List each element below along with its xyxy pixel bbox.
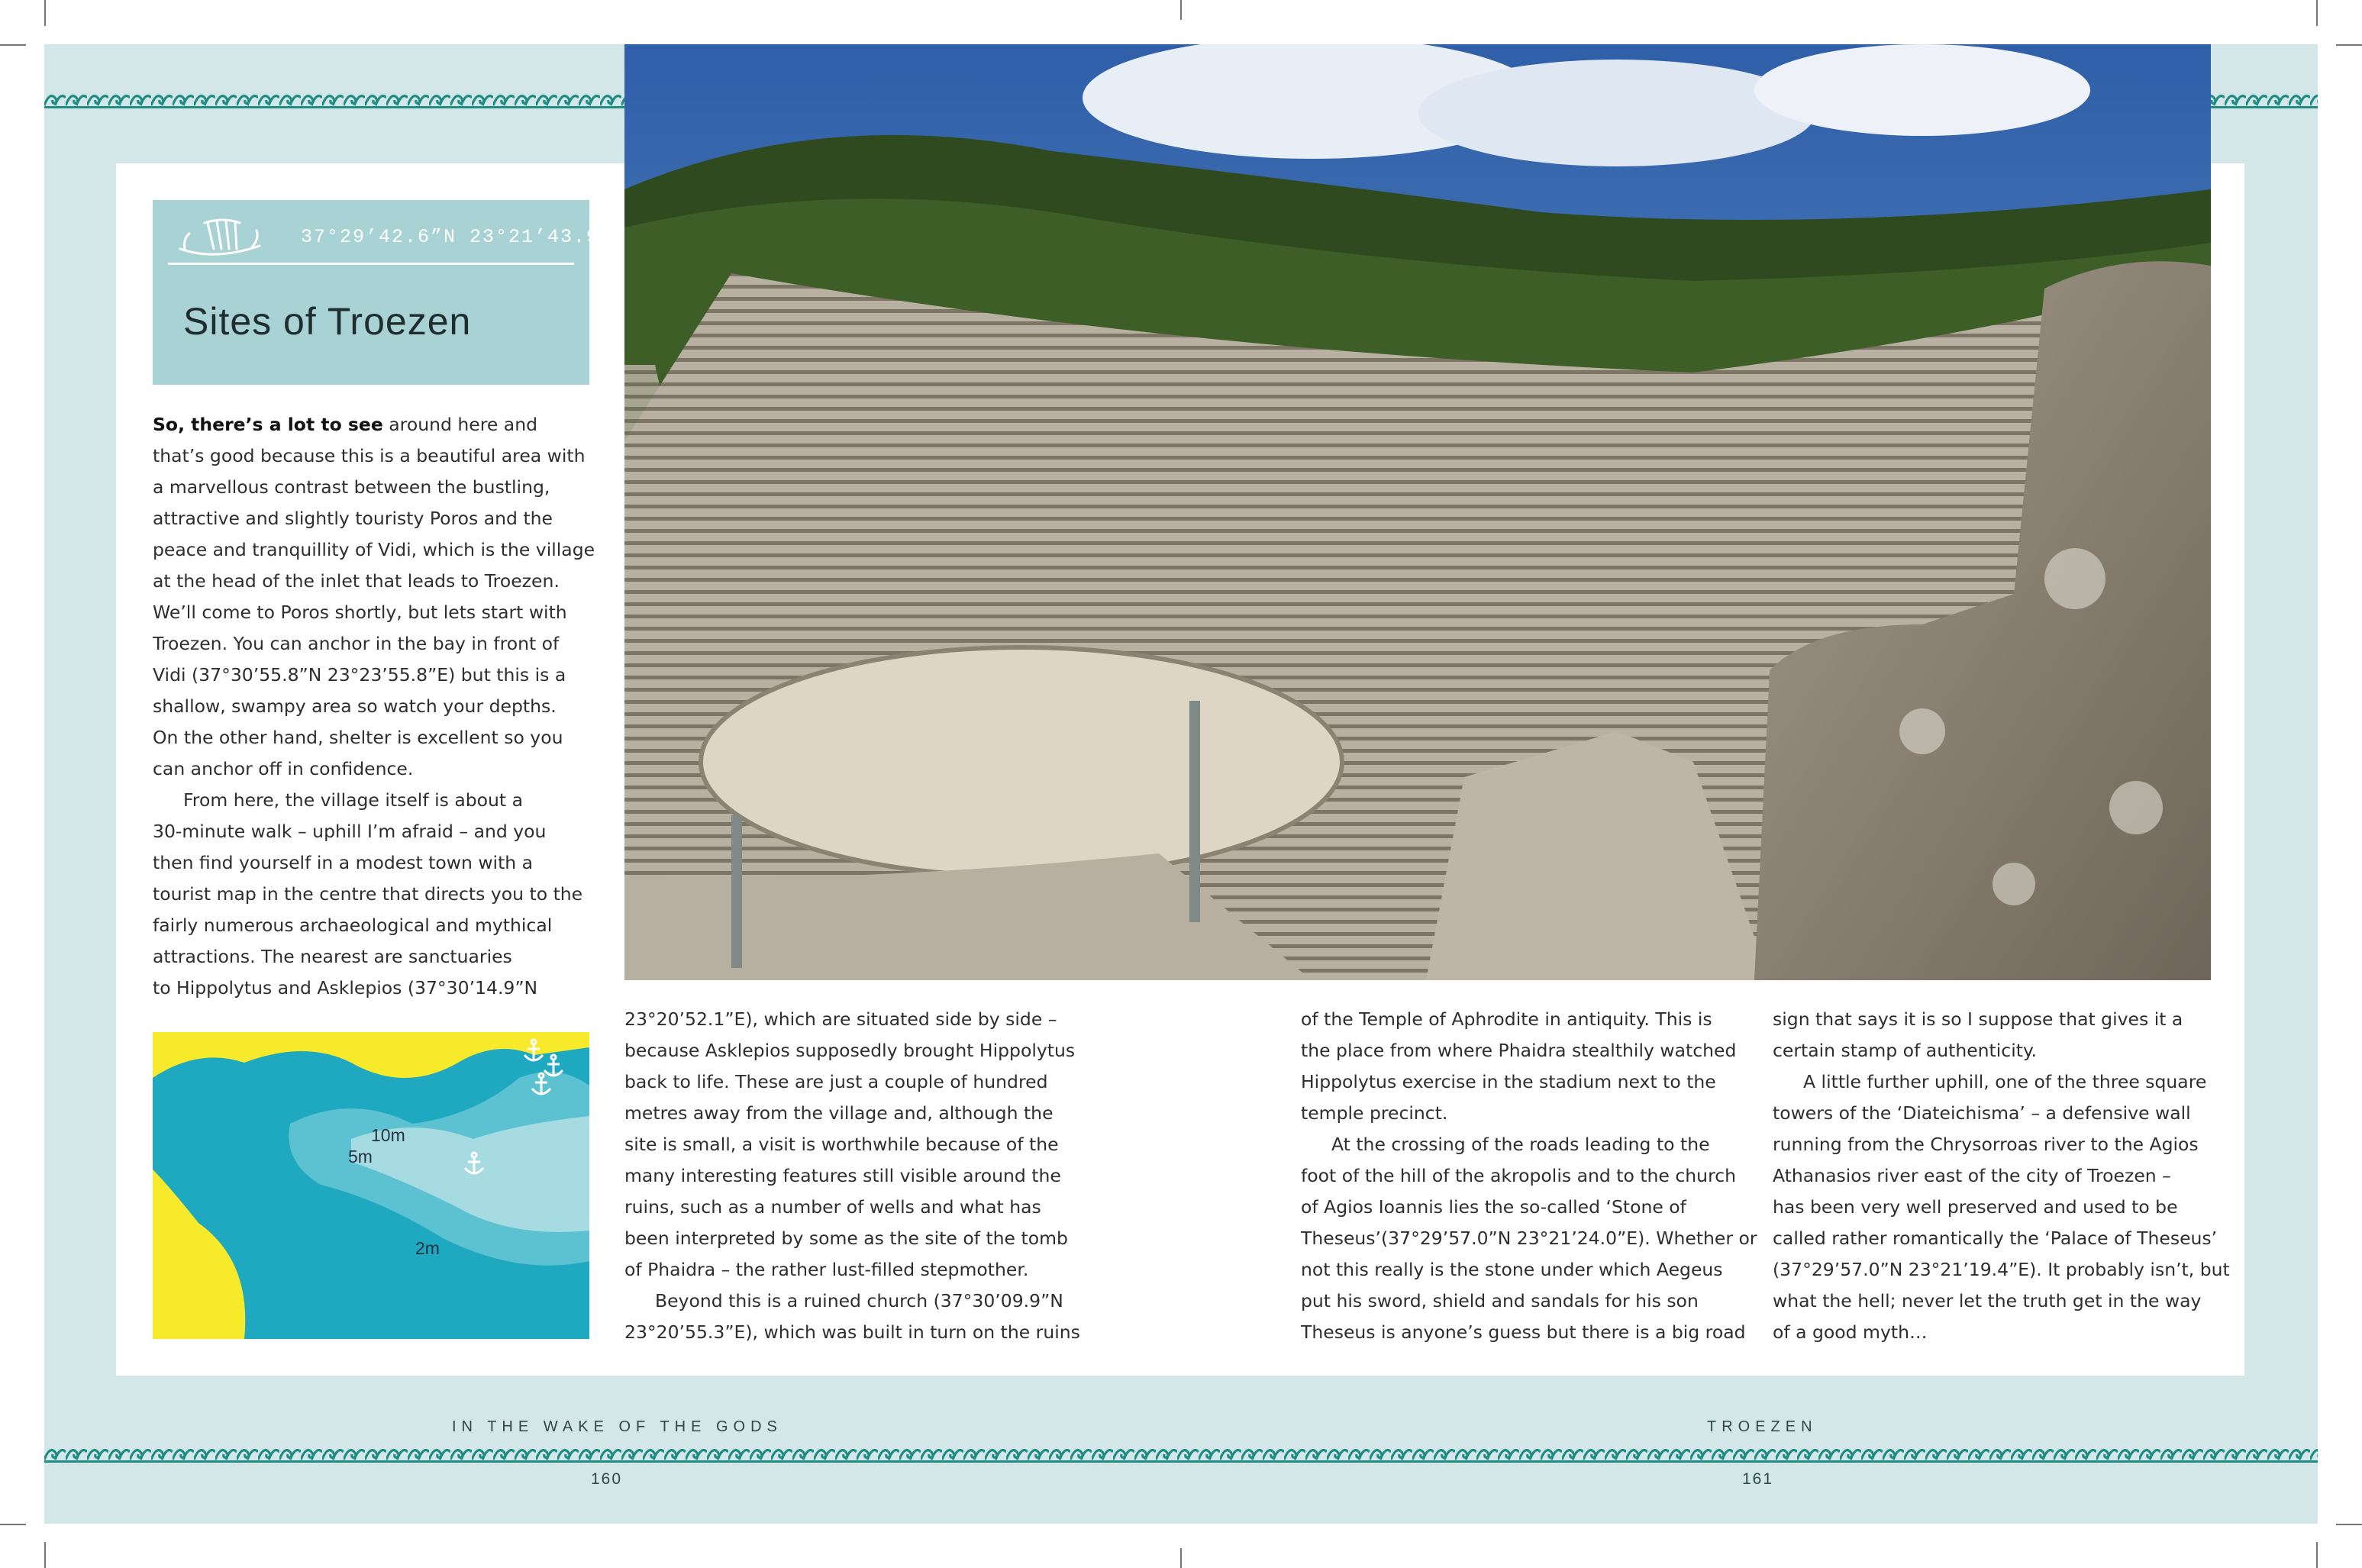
photo-ancient-theatre	[624, 44, 2211, 980]
depth-label-2m: 2m	[415, 1238, 440, 1258]
anchorage-map	[153, 1032, 589, 1339]
depth-label-10m: 10m	[371, 1125, 405, 1145]
text-column-1: So, there’s a lot to see around here and that’s good because this is a beautiful area with a marvellous contrast between the bustling, attractive and slightly touristy Poros and the peace and tranquillity of Vidi, which is the village at the head of the inlet that leads to Troezen. We’ll come to Poros shortly, but lets start with Troezen. You can anchor in the bay in front of Vidi (37°30’55.8”N 23°23’55.8”E) but this is a shallow, swampy area so watch your depths. On the other hand, shelter is excellent so you can anchor off in confidence. From here, the village itself is about a 30-minute walk – uphill I’m afraid – and you then find yourself in a modest town with a tourist map in the centre that directs you to the fairly numerous archaeological and mythical attractions. The nearest are sanctuaries to Hippolytus and Asklepios (37°30’14.9”N	[153, 414, 595, 999]
running-head-left: IN THE WAKE OF THE GODS	[452, 1418, 782, 1435]
crop-mark	[1180, 1548, 1182, 1568]
depth-label-5m: 5m	[348, 1147, 373, 1166]
page-title: Sites of Troezen	[183, 300, 472, 343]
title-divider	[168, 263, 574, 265]
wave-border-bottom	[44, 1444, 2318, 1464]
crop-mark	[44, 0, 46, 26]
running-head-right: TROEZEN	[1707, 1418, 1818, 1435]
crop-mark	[0, 1524, 26, 1525]
anchor-icon	[530, 1072, 553, 1098]
text-column-4: sign that says it is so I suppose that gives it a certain stamp of authenticity. A little further uphill, one of the three square towers of the ‘Diateichisma’ – a defensive wall running from the Chrysorroas river to the Agios Athanasios river east of the city of Troezen – has been very well preserved and used to be called rather romantically the ‘Palace of Theseus’ (37°29’57.0”N 23°21’19.4”E). It probably isn’t, but what the hell; never let the truth get in the way of a good myth…	[1773, 1008, 2230, 1343]
crop-mark	[2316, 0, 2318, 26]
sidebar-coordinates: 37°29’42.6”N 23°21’43.9”E	[301, 226, 626, 248]
page-number-right: 161	[1742, 1470, 1774, 1488]
anchor-icon	[463, 1151, 486, 1177]
crop-mark	[2336, 44, 2362, 46]
text-column-3: of the Temple of Aphrodite in antiquity. This is the place from where Phaidra stealthily watched Hippolytus exercise in the stadium next to the temple precinct. At the crossing of the roads leading to the foot of the hill of the akropolis and to the church of Agios Ioannis lies the so-called ‘Stone of Theseus’(37°29’57.0”N 23°21’24.0”E). Whether or not this really is the stone under which Aegeus put his sword, shield and sandals for his son Theseus is anyone’s guess but there is a big road	[1301, 1008, 1757, 1343]
crop-mark	[0, 44, 26, 46]
ship-icon	[177, 215, 264, 263]
crop-mark	[1180, 0, 1182, 20]
crop-mark	[2336, 1524, 2362, 1525]
page-number-left: 160	[591, 1470, 623, 1488]
crop-mark	[2316, 1542, 2318, 1568]
lead-in: So, there’s a lot to see	[153, 414, 383, 435]
text-column-2: 23°20’52.1”E), which are situated side by side – because Asklepios supposedly brought Hippolytus back to life. These are just a couple of hundred metres away from the village and, although the site is small, a visit is worthwhile because of the many interesting features still visible around the ruins, such as a number of wells and what has been interpreted by some as the site of the tomb of Phaidra – the rather lust-filled stepmother. Beyond this is a ruined church (37°30’09.9”N 23°20’55.3”E), which was built in turn on the ruins	[624, 1008, 1080, 1343]
crop-mark	[44, 1542, 46, 1568]
